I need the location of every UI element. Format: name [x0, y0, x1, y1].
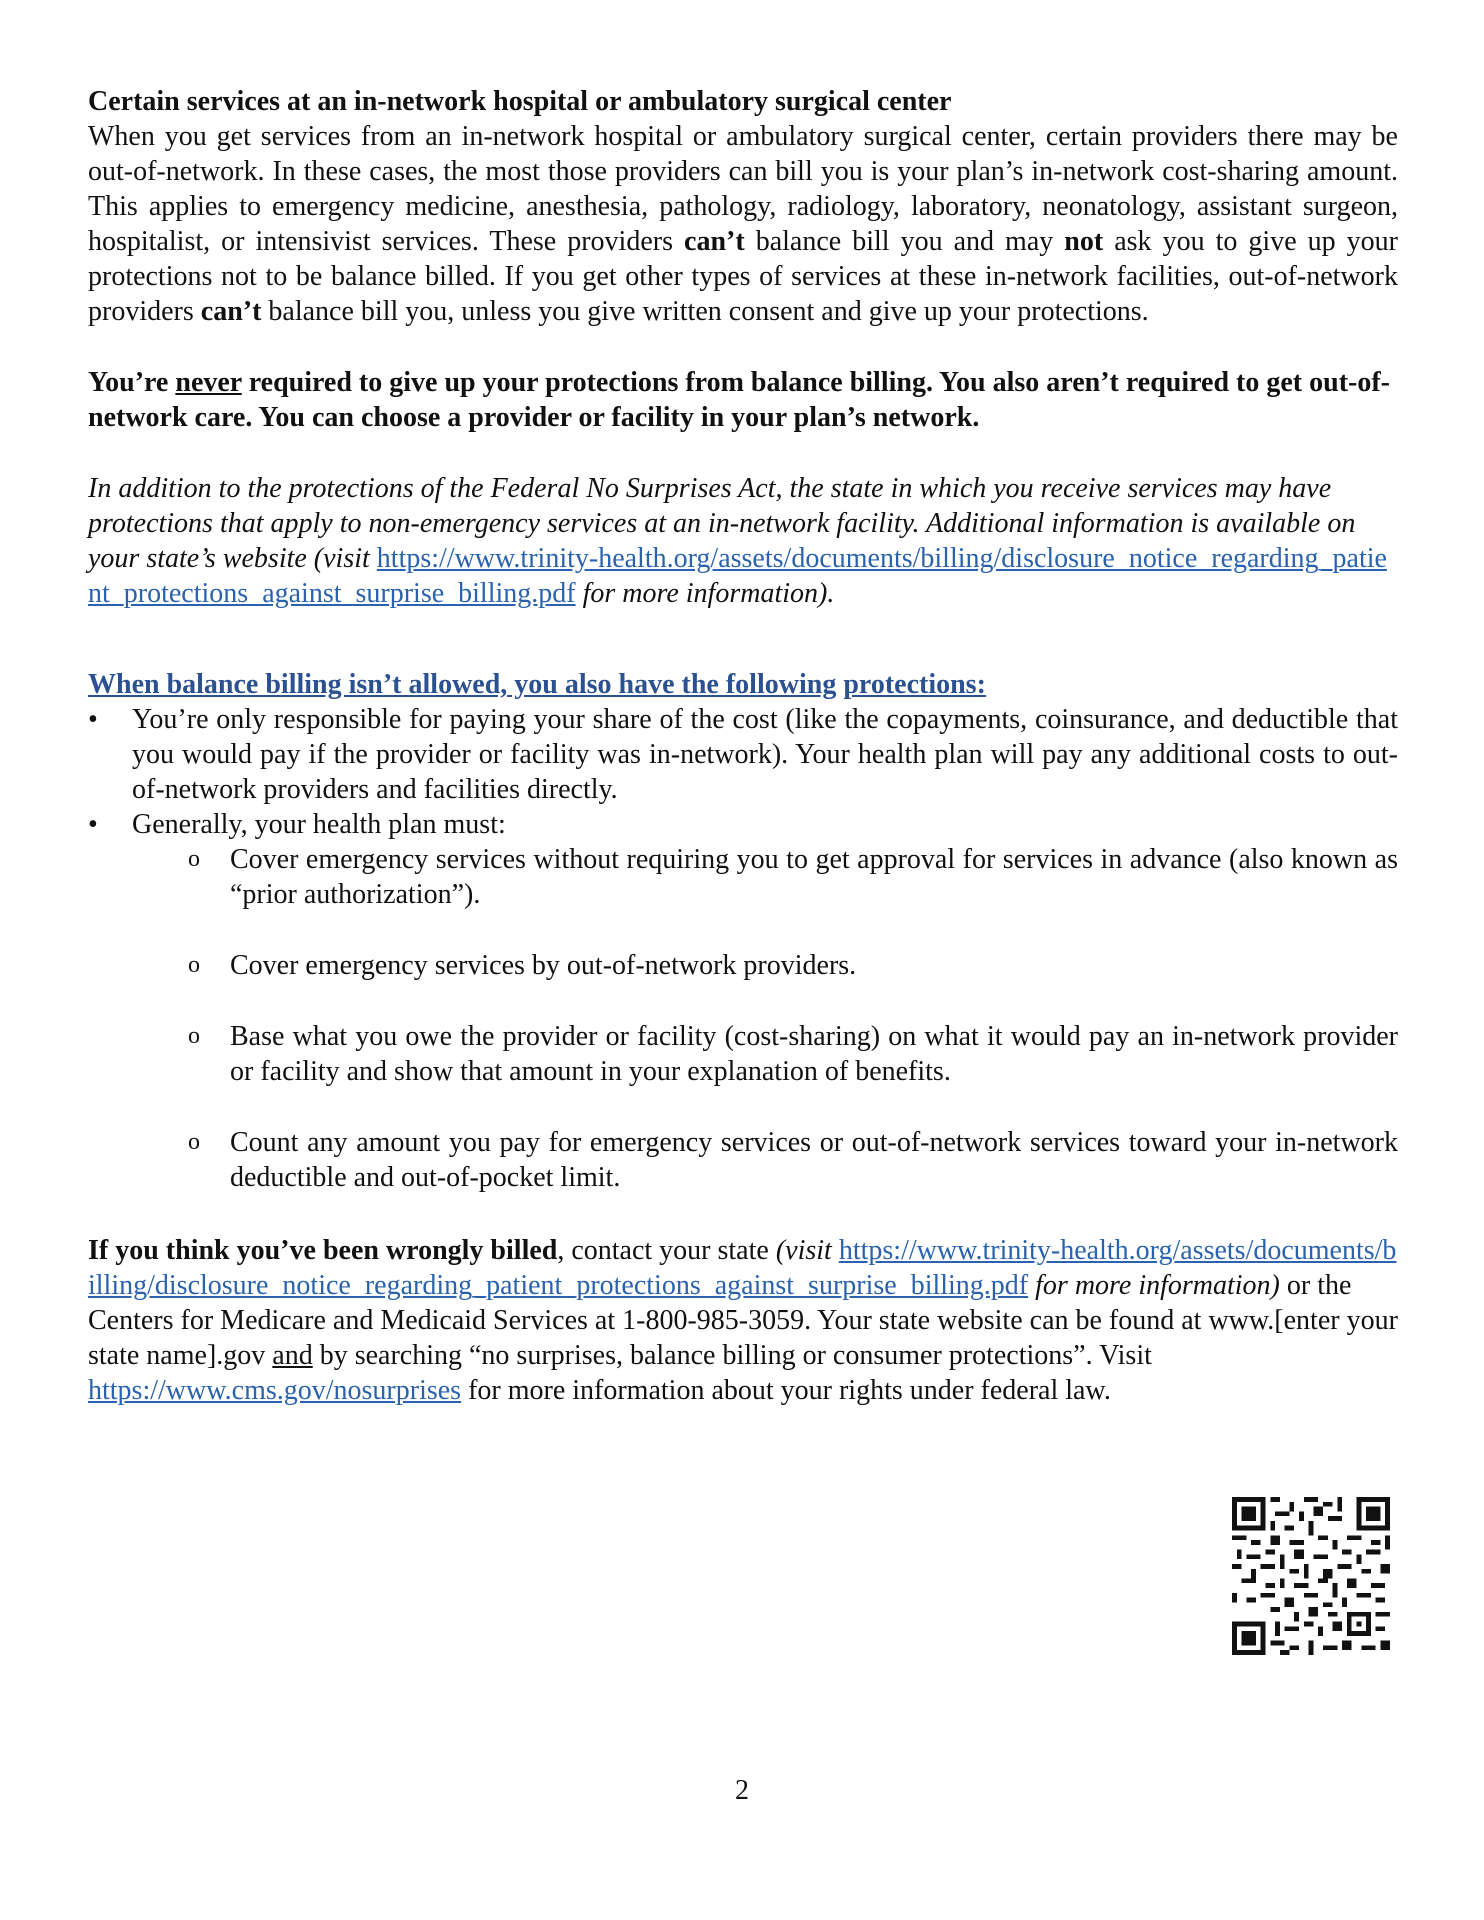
cms-link[interactable]: https://www.cms.gov/nosurprises — [88, 1375, 462, 1406]
wrongly-billed-paragraph: If you think you’ve been wrongly billed, contact your state (visit https://www.trinity-health.org/assets/documents/billing/disclosure_notice_regarding_patient_protections_against_surprise_billing.pdf for more information) or the Centers for Medicare and Medicaid Services at 1-800-985-3059. Your state website can be found at www.[enter your state name].gov and by searching “no surprises, balance billing or consumer protections”. Visit https://www.cms.gov/nosurprises for more information about your rights under federal law. — [88, 1235, 1398, 1406]
cant-emphasis: can’t — [200, 296, 262, 327]
and-underline: and — [272, 1340, 313, 1371]
never-required-notice: You’re never required to give up your protections from balance billing. You also aren’t required to get out-of-network care. You can choose a provider or facility in your plan’s network. — [88, 367, 1390, 433]
list-item: o Cover emergency services without requiring you to get approval for services in advance (also known as “prior authorization”). — [88, 842, 1398, 912]
section-heading: Certain services at an in-network hospital or ambulatory surgical center — [88, 86, 952, 117]
protections-list — [88, 702, 1398, 1195]
list-item: o Count any amount you pay for emergency services or out-of-network services toward your in-network deductible and out-of-pocket limit. — [88, 1125, 1398, 1195]
list-item: • Generally, your health plan must: o Cover emergency services without requiring you to get approval for services in advance (also known as “prior authorization”). o Cover emergency services by out-of-network providers. o Base what you owe the provider or facility (cost-sharing) on what it would pay an in-network provider or facility and show that amount in your explanation of benefits. o Count any amount you pay for emergency services or out-of-network services toward your in-network deductible and out-of-pocket limit. — [88, 807, 1398, 1195]
list-item: o Cover emergency services by out-of-network providers. — [88, 948, 1398, 983]
protections-heading: When balance billing isn’t allowed, you also have the following protections: — [88, 669, 986, 700]
cant-emphasis: can’t — [684, 226, 745, 257]
state-protections-notice: In addition to the protections of the Federal No Surprises Act, the state in which you receive services may have protections that apply to non-emergency services at an in-network facility. Additional information is available on your state’s website (visit https://www.trinity-health.org/assets/documents/billing/disclosure_notice_regarding_patient_protections_against_surprise_billing.pdf for more information). — [88, 473, 1387, 609]
in-network-paragraph: When you get services from an in-network hospital or ambulatory surgical center, certain providers there may be out-of-network. In these cases, the most those providers can bill you is your plan’s in-network cost-sharing amount. This applies to emergency medicine, anesthesia, pathology, radiology, laboratory, neonatology, assistant surgeon, hospitalist, or intensivist services. These providers can’t balance bill you and may not ask you to give up your protections not to be balance billed. If you get other types of services at these in-network facilities, out-of-network providers can’t balance bill you, unless you give written consent and give up your protections. — [88, 121, 1398, 327]
not-emphasis: not — [1064, 226, 1104, 257]
list-item: o Base what you owe the provider or facility (cost-sharing) on what it would pay an in-network provider or facility and show that amount in your explanation of benefits. — [88, 1019, 1398, 1089]
state-website-link[interactable]: https://www.trinity-health.org/assets/documents/billing/disclosure_notice_regarding_patient_protections_against_surprise_billing.pdf — [88, 543, 1387, 609]
page-number: 2 — [735, 1775, 749, 1806]
document-page — [88, 84, 1398, 1408]
list-item: • You’re only responsible for paying your share of the cost (like the copayments, coinsurance, and deductible that you would pay if the provider or facility was in-network). Your health plan will pay any additional costs to out-of-network providers and facilities directly. — [88, 702, 1398, 807]
plan-requirements-list — [132, 842, 1398, 1195]
state-website-link[interactable]: https://www.trinity-health.org/assets/documents/billing/disclosure_notice_regarding_patient_protections_against_surprise_billing.pdf — [88, 1235, 1397, 1301]
never-underline: never — [175, 367, 242, 398]
qr-code — [1232, 1497, 1390, 1655]
